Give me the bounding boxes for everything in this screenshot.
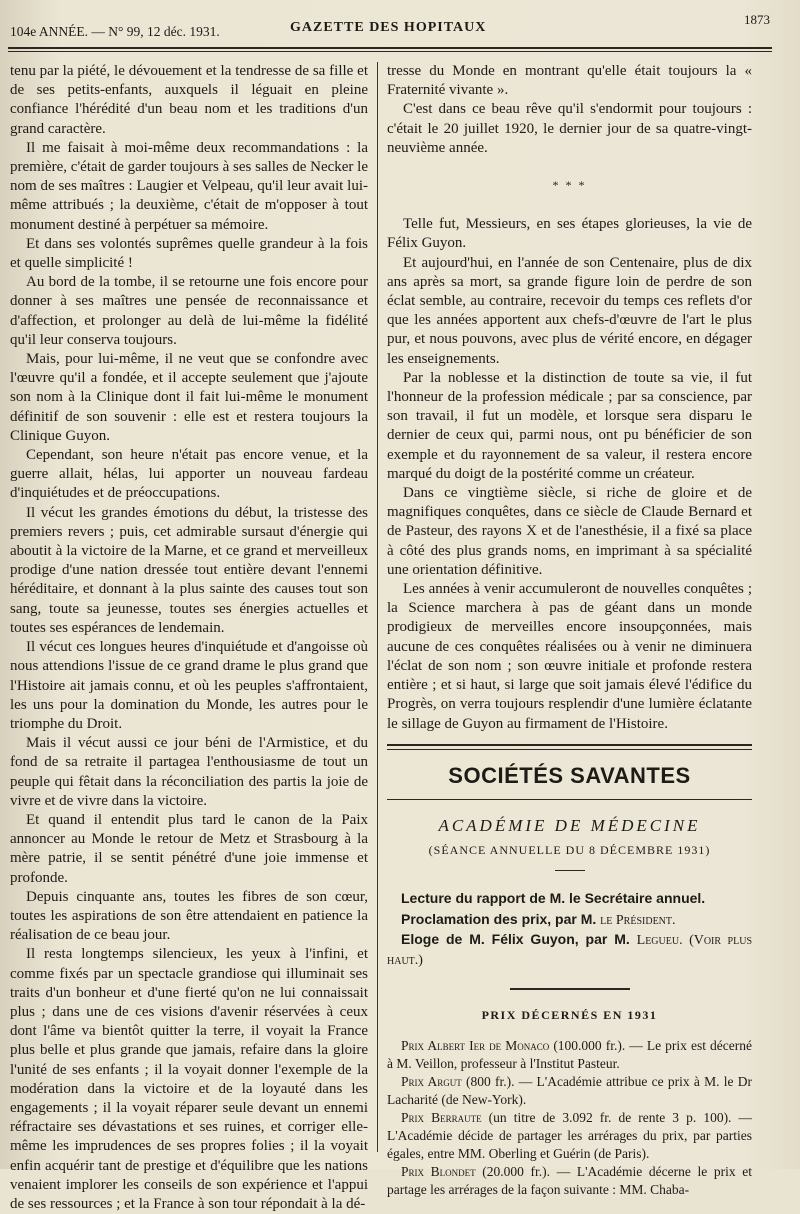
agenda-item-text: Lecture du rapport de M. le Secrétaire annuel. — [401, 890, 706, 907]
paragraph: Il resta longtemps silencieux, les yeux à l'infini, et comme fixés par un spectacle grandiose qui illuminait ses traits d'un bonheur et d'une fierté qu'on ne lui connaissait plus ; dans une de ces visions d'avenir réservées à ceux dont l'âme va bientôt quitter la terre, il voyait la France plus belle et plus grande que jamais, refaire dans la gloire l'unité de ses enfants ; il la voyait donner l'exemple de la modération dans la victoire et de la loyauté dans les engagements ; il la voyait réparer seule devant un ennemi réfractaire ses dévastations et ses ruines, et corriger elle-même les imprudences de ses propres folies ; il la voyait enfin acquérir tant de prestige et d'équilibre que les nations venaient implorer les conseils de son expérience et l'appui de ses ressources ; et la France à son tour répondait à la dé- — [10, 946, 368, 1212]
page-number: 1873 — [744, 12, 770, 27]
section-rule — [387, 744, 752, 750]
paragraph: Les années à venir accumuleront de nouvelles conquêtes ; la Science marchera à pas de géant dans un monde prodigieux de merveilles encore insoupçonnées, mais aucune de ces conquêtes réalisées ou à venir ne diminuera l'éclat de son nom ; son œuvre initiale et profonde restera entière ; et si haut, si large que soit jamais élevé l'édifice du Progrès, on verra toujours resplendir d'une lumière éclatante le sillage de Guyon au firmament de l'Histoire. — [387, 581, 752, 732]
paragraph: Telle fut, Messieurs, en ses étapes glorieuses, la vie de Félix Guyon. — [387, 216, 752, 252]
mid-rule — [510, 988, 630, 990]
section-separator-stars: * * * — [552, 178, 587, 193]
prize-text: (800 fr.). — L'Académie attribue ce prix à M. le Dr Lacharité (de New-York). — [387, 1074, 752, 1108]
agenda-item — [387, 910, 752, 930]
paragraph: Et aujourd'hui, en l'année de son Centenaire, plus de dix ans après sa mort, sa grande figure loin de perdre de son éclat semble, au contraire, recevoir du temps ces reflets d'or que les années apportent aux chefs-d'œuvre de l'art le plus pur, et nous pouvons, avec plus de vérité encore, en dégager les enseignements. — [387, 254, 752, 367]
paragraph: tresse du Monde en montrant qu'elle était toujours la « Fraternité vivante ». — [387, 63, 752, 99]
short-rule — [555, 870, 585, 871]
prize-text: (un titre de 3.092 fr. de rente 3 p. 100). — L'Académie décide de partager les arrérages du prix, par parties égales, entre MM. Oberling et Guérin (de Paris). — [387, 1110, 752, 1162]
paragraph: Mais, pour lui-même, il ne veut que se confondre avec l'œuvre qu'il a fondée, et il accepte seulement que j'ajoute son nom à la Clinique dont il fait lui-même le monument définitif de son souvenir : elle est et restera toujours la Clinique Guyon. — [10, 351, 368, 444]
left-column — [10, 62, 368, 1214]
prize-entry — [387, 1109, 752, 1163]
header-rule — [8, 47, 772, 49]
prize-text: (100.000 fr.). — Le prix est décerné à M. Veillon, professeur à l'Institut Pasteur. — [387, 1038, 753, 1072]
section-title-rule — [387, 799, 752, 800]
paragraph: Cependant, son heure n'était pas encore venue, et la guerre allait, hélas, lui apporter un nouveau fardeau d'inquiétudes et de préoccupations. — [10, 447, 368, 502]
prize-name: Prix Argut — [401, 1074, 462, 1090]
academy-heading: ACADÉMIE DE MÉDECINE — [438, 815, 701, 835]
paragraph: Par la noblesse et la distinction de toute sa vie, il fut l'honneur de la profession médicale ; par sa conscience, par son travail, il fut un modèle, et lorsque sera disparu le dernier de ceux qui, parmi nous, ont pu bénéficier de son exemple et du rayonnement de sa valeur, il restera encore marqué du doigt de la postérité comme un créateur. — [387, 369, 752, 482]
paragraph: C'est dans ce beau rêve qu'il s'endormit pour toujours : c'était le 20 juillet 1920, le dernier jour de sa quatre-vingt-neuvième année. — [387, 101, 752, 156]
paragraph: tenu par la piété, le dévouement et la tendresse de sa fille et de ses petits-enfants, auxquels il léguait en pleine confiance l'hérédité d'un beau nom et les traditions d'un grand caractère. — [10, 63, 368, 137]
prizes-heading: PRIX DÉCERNÉS EN 1931 — [481, 1008, 658, 1023]
header-rule-thin — [8, 51, 772, 52]
paragraph: Et dans ses volontés suprêmes quelle grandeur à la fois et quelle simplicité ! — [10, 235, 368, 272]
paragraph: Il vécut ces longues heures d'inquiétude et d'angoisse où nous attendions l'issue de ce grand drame le plus grand que l'Histoire ait jamais connu, et où les peuples s'affrontaient, les uns pour la domination du Monde, les autres pour le triomphe du Droit. — [10, 639, 368, 732]
section-title: SOCIÉTÉS SAVANTES — [448, 762, 691, 788]
agenda-item-text: Proclamation des prix, par M. — [401, 910, 597, 927]
prize-name: Prix Blondet — [401, 1164, 476, 1180]
prize-name: Prix Albert Ier de Monaco — [401, 1038, 550, 1054]
paragraph: Il me faisait à moi-même deux recommandations : la première, c'était de garder toujours à ses salles de Necker le nom de ses maîtres : Laugier et Velpeau, qu'il leur avait lui-même attribués ; la deuxième, c'était de m'opposer à tout monument destiné à perpétuer sa mémoire. — [10, 139, 368, 233]
prize-entry — [387, 1073, 752, 1109]
right-column — [387, 62, 752, 1199]
prize-text: (20.000 fr.). — L'Académie décerne le prix et partage les arrérages de la façon suivante : MM. Chaba- — [387, 1164, 752, 1198]
agenda-item-extra: Legueu. (Voir plus haut.) — [387, 932, 753, 968]
agenda-item-text: Eloge de M. Félix Guyon, par M. — [401, 930, 630, 947]
page-header — [10, 12, 770, 46]
paragraph: Dans ce vingtième siècle, si riche de gloire et de magnifiques conquêtes, dans ce siècle de Claude Bernard et de Pasteur, des rayons X et de l'anesthésie, il a fixé sa place à côté des plus grands noms, en imprimant à sa spécialité une orientation définitive. — [387, 485, 752, 578]
paragraph: Au bord de la tombe, il se retourne une fois encore pour donner à ses maîtres une pensée de reconnaissance et d'affection, et prolonger au delà de lui-même la fidélité qu'il leur conserva toujours. — [10, 274, 368, 348]
agenda-item — [387, 889, 752, 909]
paragraph: Il vécut les grandes émotions du début, la tristesse des premiers revers ; puis, cet admirable sursaut d'énergie qui aboutit à la victoire de la Marne, et ce grand et merveilleux prodige d'une nation dressée tout entière devant l'ennemi héréditaire, et donnant à la plus sainte des causes tout son sang, toute sa jeunesse, toutes ses énergies actuelles et toutes ses espérances de lendemain. — [10, 504, 368, 636]
paragraph: Mais il vécut aussi ce jour béni de l'Armistice, et du fond de sa retraite il partagea l'enthousiasme de tout un peuple qui fêtait dans la réconciliation des partis la joie de vivre et de vivre dans la victoire. — [10, 735, 368, 809]
journal-title: GAZETTE DES HOPITAUX — [290, 20, 487, 35]
agenda-item — [387, 930, 752, 970]
prize-name: Prix Berraute — [401, 1110, 482, 1126]
column-divider — [377, 62, 378, 1152]
agenda-item-extra: le Président. — [600, 912, 676, 928]
paragraph: Depuis cinquante ans, toutes les fibres de son cœur, toutes les aspirations de son être attendaient en patience la réalisation de ce beau jour. — [10, 888, 368, 944]
paragraph: Et quand il entendit plus tard le canon de la Paix annoncer au Monde le retour de Metz et Strasbourg à la mère patrie, il se sentit pénétré d'une joie immense et profonde. — [10, 811, 368, 886]
session-subtitle: (SÉANCE ANNUELLE DU 8 DÉCEMBRE 1931) — [428, 843, 711, 858]
issue-info: 104e ANNÉE. — N° 99, 12 déc. 1931. — [10, 24, 220, 39]
prize-entry — [387, 1037, 752, 1073]
